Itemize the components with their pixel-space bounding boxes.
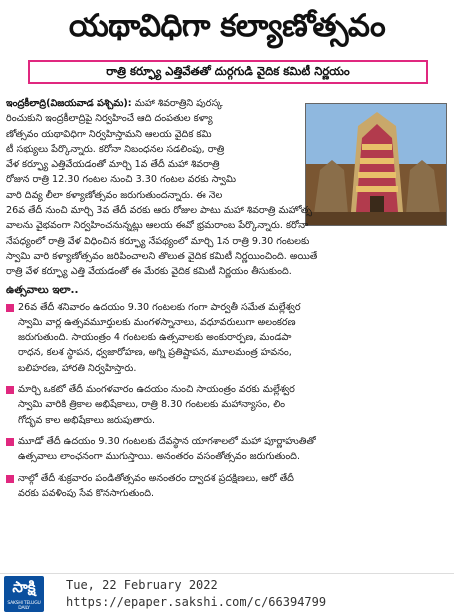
bullet-item-2 (6, 434, 448, 465)
dateline: ఇంద్రకీలాద్రి(విజయవాడ పశ్చిమ): (6, 98, 132, 109)
footer (0, 573, 454, 615)
intro-line-0 (6, 96, 306, 111)
bullet-3-line-0: నాల్గో తేదీ శుక్రవారం పండితోత్సవం అనంతరం ద్వాదశ ప్రదక్షిణలు, ఆరో తేదీ (18, 472, 294, 484)
epaper-link[interactable]: https://epaper.sakshi.com/c/66394799 (66, 595, 327, 609)
bullet-item-1 (6, 382, 448, 428)
sakshi-logo (4, 576, 44, 612)
intro-line-1: రించుకుని ఇంద్రకీలాద్రిపై నిర్వహించే ఆది దంపతుల కళ్యా (6, 113, 213, 125)
intro-line-2: ణోత్సవం యథావిధిగా నిర్వహిస్తామని ఆలయ వైదిక కమి (6, 128, 212, 140)
subheadline-text: రాత్రి కర్ఫ్యూ ఎత్తివేతతో దుర్గగుడి వైదిక కమిటీ నిర్ణయం (106, 63, 350, 78)
intro-paragraph-wide (6, 203, 448, 279)
bullet-0-line-3: రాధన, కలశ స్థాపన, ధ్వజారోహణ, అగ్ని ప్రతిష్టాపన, మూలమంత్ర హవనం, (18, 347, 292, 359)
bullet-2-line-0: మూడో తేదీ ఉదయం 9.30 గంటలకు దేవస్థాన యాగశాలలో మహా పూర్ణాహుతితో (18, 435, 316, 447)
bullet-0-line-4: బలిహరణ, హారతి నిర్వహిస్తారు. (18, 362, 137, 374)
intro-line-4: వేళ కర్ఫ్యూ ఎత్తివేయడంతో మార్చి 1వ తేదీ మహా శివరాత్రి (6, 159, 220, 171)
intro-line-11: రాత్రి వేళ కర్ఫ్యూ ఎత్తి వేయడంతో ఈ మేరకు వైదిక కమిటీ నిర్ణయం తీసుకుంది. (6, 266, 292, 278)
bullet-square-icon (6, 386, 14, 394)
publication-date: Tue, 22 February 2022 (66, 578, 218, 592)
intro-line-9: నేపధ్యంలో రాత్రి వేళ విధించిన కర్ఫ్యూ నేపథ్యంలో మార్చి 1న రాత్రి 9.30 గంటలకు (6, 235, 310, 247)
intro-line-10: స్వామి వారి కళ్యాణోత్సవం జరిపించాలని తొలుత వైదిక కమిటీ నిర్ణయించింది. అయితే (6, 250, 318, 262)
logo-subtitle: SAKSHI TELUGU DAILY (7, 601, 41, 611)
intro-line-5: రోజున రాత్రి 12.30 గంటల నుంచి 3.30 గంటల వరకు స్వామి (6, 174, 237, 186)
bullet-1-line-2: గోద్భవ కాల అభిషేకాలు జరుపుతారు. (18, 414, 156, 426)
bullet-0-line-0: 26వ తేదీ శనివారం ఉదయం 9.30 గంటలకు గంగా పార్వతీ సమేత మల్లేశ్వర (18, 301, 301, 313)
headline: యథావిధిగా కల్యాణోత్సవం (68, 8, 386, 44)
article-body (6, 96, 448, 501)
intro-line-7: 26వ తేదీ నుంచి మార్చి 3వ తేదీ వరకు ఆరు రోజుల పాటు మహా శివరాత్రి మహోత్స (6, 205, 313, 217)
section-title: ఉత్సవాలు ఇలా.. (6, 283, 79, 296)
bullet-square-icon (6, 475, 14, 483)
bullet-0-line-2: జరుగుతుంది. సాయంత్రం 4 గంటలకు ఉత్సవాలకు అంకురార్పణ, మండపా (18, 332, 292, 344)
intro-line-8: వాలను వైభవంగా నిర్వహించనున్నట్లు ఆలయ ఈవో భ్రమరాంబ పేర్కొన్నారు. కరోనా (6, 220, 309, 232)
bullet-item-3 (6, 471, 448, 502)
bullet-2-line-1: ఉత్సవాలు లాంఛనంగా ముగుస్తాయి. అనంతరం వసంతోత్సవం జరుగుతుంది. (18, 451, 301, 463)
bullet-1-line-0: మార్చి ఒకటో తేదీ మంగళవారం ఉదయం నుంచి సాయంత్రం వరకు మల్లేశ్వర (18, 384, 295, 396)
logo-text: సాక్షి (12, 578, 36, 596)
intro-line-6: వారి దివ్య లీలా కళ్యాణోత్సవం జరుగుతుందన్నారు. ఈ నెల (6, 189, 223, 201)
bullet-square-icon (6, 438, 14, 446)
bullet-1-line-1: స్వామి వారికి త్రికాల అభిషేకాలు, రాత్రి 8.30 గంటలకు మహాన్యాసం, లిం (18, 399, 286, 411)
intro-line-3: టీ సభ్యులు పేర్కొన్నారు. కరోనా నిబంధనల సడలింపు, రాత్రి (6, 143, 225, 155)
intro-text-0: మహా శివరాత్రిని పురస్క (134, 98, 223, 109)
bullet-item-0 (6, 300, 448, 376)
subheadline (28, 60, 428, 84)
intro-paragraph-narrow (6, 96, 306, 203)
bullet-0-line-1: స్వామి వార్ల ఉత్సవమూర్తులకు మంగళస్నానాలు, వధూవరులుగా అలంకరణ (18, 316, 296, 328)
bullet-3-line-1: వరకు పవళింపు సేవ కొనసాగుతుంది. (18, 487, 155, 499)
bullet-square-icon (6, 304, 14, 312)
